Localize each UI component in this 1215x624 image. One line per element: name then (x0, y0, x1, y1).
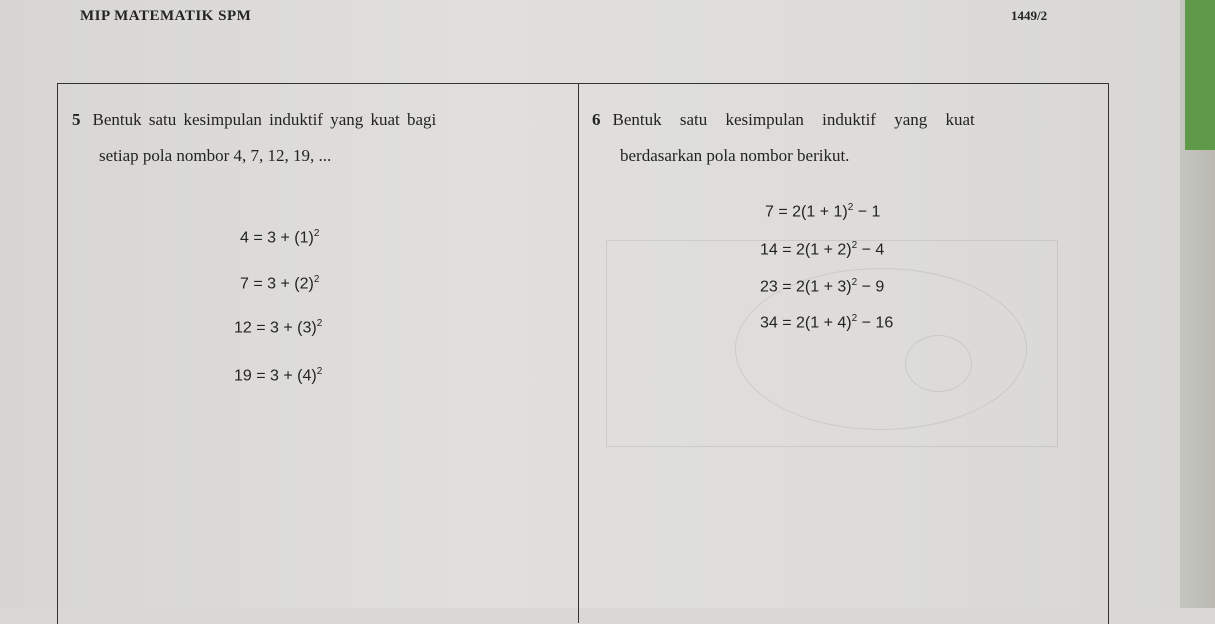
eq-exp: 2 (851, 277, 858, 288)
q5-equation: $4 = 3 + (1)^2$ (240, 228, 320, 247)
eq-tail: − 4 (861, 241, 885, 259)
eq-rhs: 2(1 + 4) (796, 314, 852, 332)
eq-rhs: 3 + (2) (267, 275, 314, 293)
q5-number: 5 (72, 110, 81, 129)
q6-line2: berdasarkan pola nombor berikut. (620, 146, 850, 165)
q6-equation: $34 = 2(1 + 4)^2 - 16$ (760, 313, 894, 332)
paper-code: 1449/2 (1011, 8, 1048, 23)
q5-equation: $12 = 3 + (3)^2$ (234, 318, 323, 337)
eq-tail: − 1 (857, 203, 881, 221)
eq-lhs: 7 (240, 275, 249, 293)
eq-exp: 2 (851, 240, 858, 251)
eq-lhs: 23 (760, 278, 778, 296)
eq-exp: 2 (851, 313, 858, 324)
eq-rhs: 3 + (4) (270, 367, 317, 385)
eq-tail: − 9 (861, 278, 885, 296)
q6-equation: $14 = 2(1 + 2)^2 - 4$ (760, 240, 885, 259)
eq-rhs: 2(1 + 3) (796, 278, 852, 296)
q5-text-line1 (72, 110, 436, 130)
q6-text-line2 (620, 146, 849, 166)
eq-exp: 2 (313, 274, 320, 285)
paper-title: MIP MATEMATIK SPM (80, 8, 252, 24)
q5-equation: $19 = 3 + (4)^2$ (234, 366, 323, 385)
q5-text-line2 (99, 146, 331, 166)
eq-tail: − 16 (861, 314, 894, 332)
q6-line1: Bentuk satu kesimpulan induktif yang kuat (612, 110, 975, 129)
eq-rhs: 3 + (3) (270, 319, 317, 337)
eq-lhs: 7 (765, 203, 774, 221)
eq-exp: 2 (313, 228, 320, 239)
q5-line1: Bentuk satu kesimpulan induktif yang kuat bagi (92, 110, 437, 129)
column-divider (578, 83, 579, 623)
q6-text-line1 (592, 110, 975, 130)
q5-line2: setiap pola nombor 4, 7, 12, 19, ... (99, 146, 332, 165)
eq-exp: 2 (316, 366, 323, 377)
eq-lhs: 19 (234, 367, 252, 385)
green-tab (1185, 0, 1215, 150)
eq-exp: 2 (316, 318, 323, 329)
eq-rhs: 2(1 + 2) (796, 241, 852, 259)
eq-lhs: 34 (760, 314, 778, 332)
q6-number: 6 (592, 110, 601, 129)
q6-equation: $7 = 2(1 + 1)^2 - 1$ (765, 202, 881, 221)
eq-exp: 2 (847, 202, 854, 213)
q6-equation: $23 = 2(1 + 3)^2 - 9$ (760, 277, 885, 296)
q5-equation: $7 = 3 + (2)^2$ (240, 274, 320, 293)
eq-rhs: 3 + (1) (267, 229, 314, 247)
eq-rhs: 2(1 + 1) (792, 203, 848, 221)
eq-lhs: 14 (760, 241, 778, 259)
eq-lhs: 4 (240, 229, 249, 247)
eq-lhs: 12 (234, 319, 252, 337)
